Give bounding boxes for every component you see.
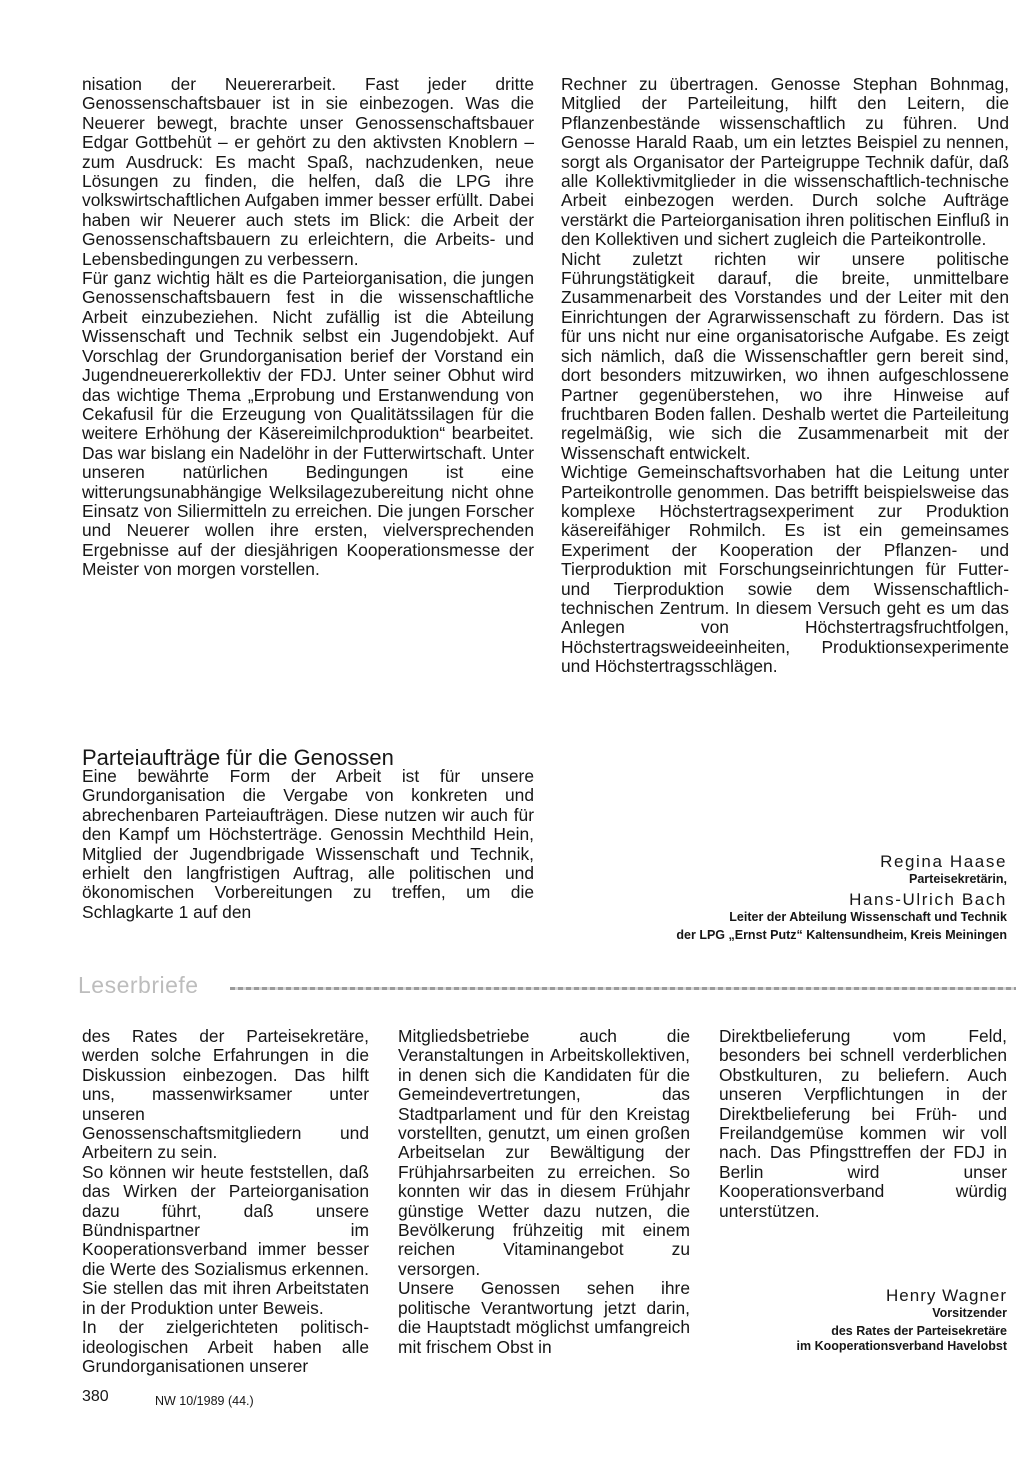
author-role: Parteisekretärin, [909, 872, 1007, 886]
page-number: 380 [82, 1388, 109, 1405]
letter-signature [797, 1286, 1007, 1354]
paragraph: Unsere Genossen sehen ihre politische Verantwortung jetzt darin, die Hauptstadt möglichst umfangreich mit frischem Obst in [398, 1278, 690, 1357]
article-signature [676, 852, 1007, 943]
paragraph: Eine bewährte Form der Arbeit ist für unsere Grundorganisation die Vergabe von konkreten und abrechenbaren Parteiaufträgen. Diese nutzen wir auch für den Kampf um Höchsterträge. Genossin Mechthild Hein, Mitglied der Jugendbrigade Wissenschaft und Technik, erhielt den langfristigen Auftrag, alle politischen und ökonomischen Vorbereitungen zu treffen, um die Schlagkarte 1 auf den [82, 766, 534, 922]
letter-column-3 [719, 1027, 1007, 1221]
letter-column-1 [82, 1027, 369, 1376]
paragraph: Wichtige Gemeinschaftsvorhaben hat die Leitung unter Parteikontrolle genommen. Das betrifft beispielsweise das komplexe Höchstertragsexperiment zur Produktion käsereifähiger Rohmilch. Es ist ein gemeinsames Experiment der Kooperation der Pflanzen- und Tierproduktion mit Forschungseinrichtungen für Futter- und Tierproduktion sowie dem Wissenschaftlich-technischen Zentrum. In diesem Versuch geht es um das Anlegen von Höchstertragsfruchtfolgen, Höchstertragsweideeinheiten, Produktionsexperimente und Höchstertragsschlägen. [561, 462, 1009, 677]
paragraph: nisation der Neuererarbeit. Fast jeder dritte Genossenschaftsbauer ist in sie einbezogen. Was die Neuerer bewegt, brachte unser Genossenschaftsbauer Edgar Gottbehüt – er gehört zu den aktivsten Knoblern – zum Ausdruck: Es macht Spaß, nachzudenken, neue Lösungen zu finden, die helfen, daß die LPG ihre volkswirtschaftlichen Aufgaben immer besser erfüllt. Dabei haben wir Neuerer auch stets im Blick: die Arbeit der Genossenschaftsbauern zu erleichtern, die Arbeits- und Lebensbedingungen zu verbessern. [82, 74, 534, 269]
author-name: Hans-Ulrich Bach [849, 890, 1007, 909]
paragraph: Nicht zuletzt richten wir unsere politische Führungstätigkeit darauf, die breite, unmittelbare Zusammenarbeit des Vorstandes und der Leiter mit den Einrichtungen der Agrarwissenschaft zu fördern. Das ist für uns nicht nur eine organisatorische Aufgabe. Es zeigt sich nämlich, daß die Wissenschaftler gern bereit sind, dort besonders mitzuwirken, wo ihnen aufgeschlossene Partner gegenüberstehen, wo ihre Hinweise auf fruchtbaren Boden fallen. Deshalb wertet die Parteileitung regelmäßig, wie sich die Zusammenarbeit mit der Wissenschaft entwickelt. [561, 248, 1009, 463]
paragraph: Für ganz wichtig hält es die Parteiorganisation, die jungen Genossenschaftsbauern fest in die wissenschaftliche Arbeit einzubeziehen. Nicht zufällig ist die Abteilung Wissenschaft und Technik selbst ein Jugendobjekt. Auf Vorschlag der Grundorganisation berief der Vorstand ein Jugendneuererkollektiv der FDJ. Unter seiner Obhut wird das wichtige Thema „Erprobung und Erstanwendung von Cekafusil für die Erzeugung von Qualitätssilagen für die weitere Erhöhung der Käsereimilchproduktion“ bearbeitet. Das war bislang ein Nadelöhr in der Futterwirtschaft. Unter unseren natürlichen Bedingungen ist eine witterungsunabhängige Welksilagezubereitung nicht ohne Einsatz von Siliermitteln zu erreichen. Die jungen Forscher und Neuerer wollen ihre ersten, vielversprechenden Ergebnisse auf der diesjährigen Kooperationsmesse der Meister von morgen vorstellen. [82, 268, 534, 580]
section-divider [230, 987, 1016, 990]
article-column-left [82, 75, 534, 580]
author-name: Regina Haase [880, 852, 1007, 871]
paragraph: Direktbelieferung vom Feld, besonders bei schnell verderblichen Obstkulturen, zu beliefern. Auch unseren Verpflichtungen in der Direktbelieferung bei Früh- und Freilandgemüse kommen wir voll nach. Das Pfingsttreffen der FDJ in Berlin wird unser Kooperationsverband würdig unterstützen. [719, 1026, 1007, 1221]
author-role: Leiter der Abteilung Wissenschaft und Technik [729, 910, 1007, 924]
author-name: Henry Wagner [886, 1286, 1007, 1305]
article-column-left-lower [82, 767, 534, 922]
letter-column-2 [398, 1027, 690, 1357]
paragraph: So können wir heute feststellen, daß das Wirken der Parteiorganisation dazu führt, daß unsere Bündnispartner im Kooperationsverband immer besser die Werte des Sozialismus erkennen. Sie stellen das mit ihren Arbeitstaten in der Produktion unter Beweis. [82, 1161, 369, 1318]
author-role: Vorsitzender [932, 1306, 1007, 1320]
issue-label: NW 10/1989 (44.) [155, 1394, 254, 1408]
author-affiliation: im Kooperationsverband Havelobst [796, 1339, 1007, 1353]
paragraph: In der zielgerichteten politisch-ideologischen Arbeit haben alle Grundorganisationen unserer [82, 1317, 369, 1376]
paragraph: Rechner zu übertragen. Genosse Stephan Bohnmag, Mitglied der Parteileitung, hilft den Leitern, die Pflanzenbestände wissenschaftlich zu führen. Und Genosse Harald Raab, um ein letztes Beispiel zu nennen, sorgt als Organisator der Parteigruppe Technik dafür, daß alle Kollektivmitglieder in die wissenschaftlich-technische Arbeit einbezogen werden. Durch solche Aufträge verstärkt die Parteiorganisation ihren politischen Einfluß in den Kollektiven und sichert zugleich die Parteikontrolle. [561, 74, 1009, 250]
author-affiliation: der LPG „Ernst Putz“ Kaltensundheim, Kreis Meiningen [676, 928, 1007, 942]
paragraph: des Rates der Parteisekretäre, werden solche Erfahrungen in die Diskussion einbezogen. Das hilft uns, massenwirksamer unter unseren Genossenschaftsmitgliedern und Arbeitern zu sein. [82, 1026, 369, 1163]
section-heading: Parteiaufträge für die Genossen [82, 745, 394, 771]
section-label: Leserbriefe [78, 972, 199, 998]
paragraph: Mitgliedsbetriebe auch die Veranstaltungen in Arbeitskollektiven, in denen sich die Kandidaten für die Gemeindevertretungen, das Stadtparlament und für den Kreistag vorstellten, genutzt, um einen großen Arbeitselan zur Bewältigung der Frühjahrsarbeiten zu erreichen. So konnten wir das in diesem Frühjahr günstige Wetter dazu nutzen, die Bevölkerung frühzeitig mit einem reichen Vitaminangebot zu versorgen. [398, 1026, 690, 1279]
article-column-right [561, 75, 1009, 677]
author-role: des Rates der Parteisekretäre [831, 1324, 1007, 1338]
